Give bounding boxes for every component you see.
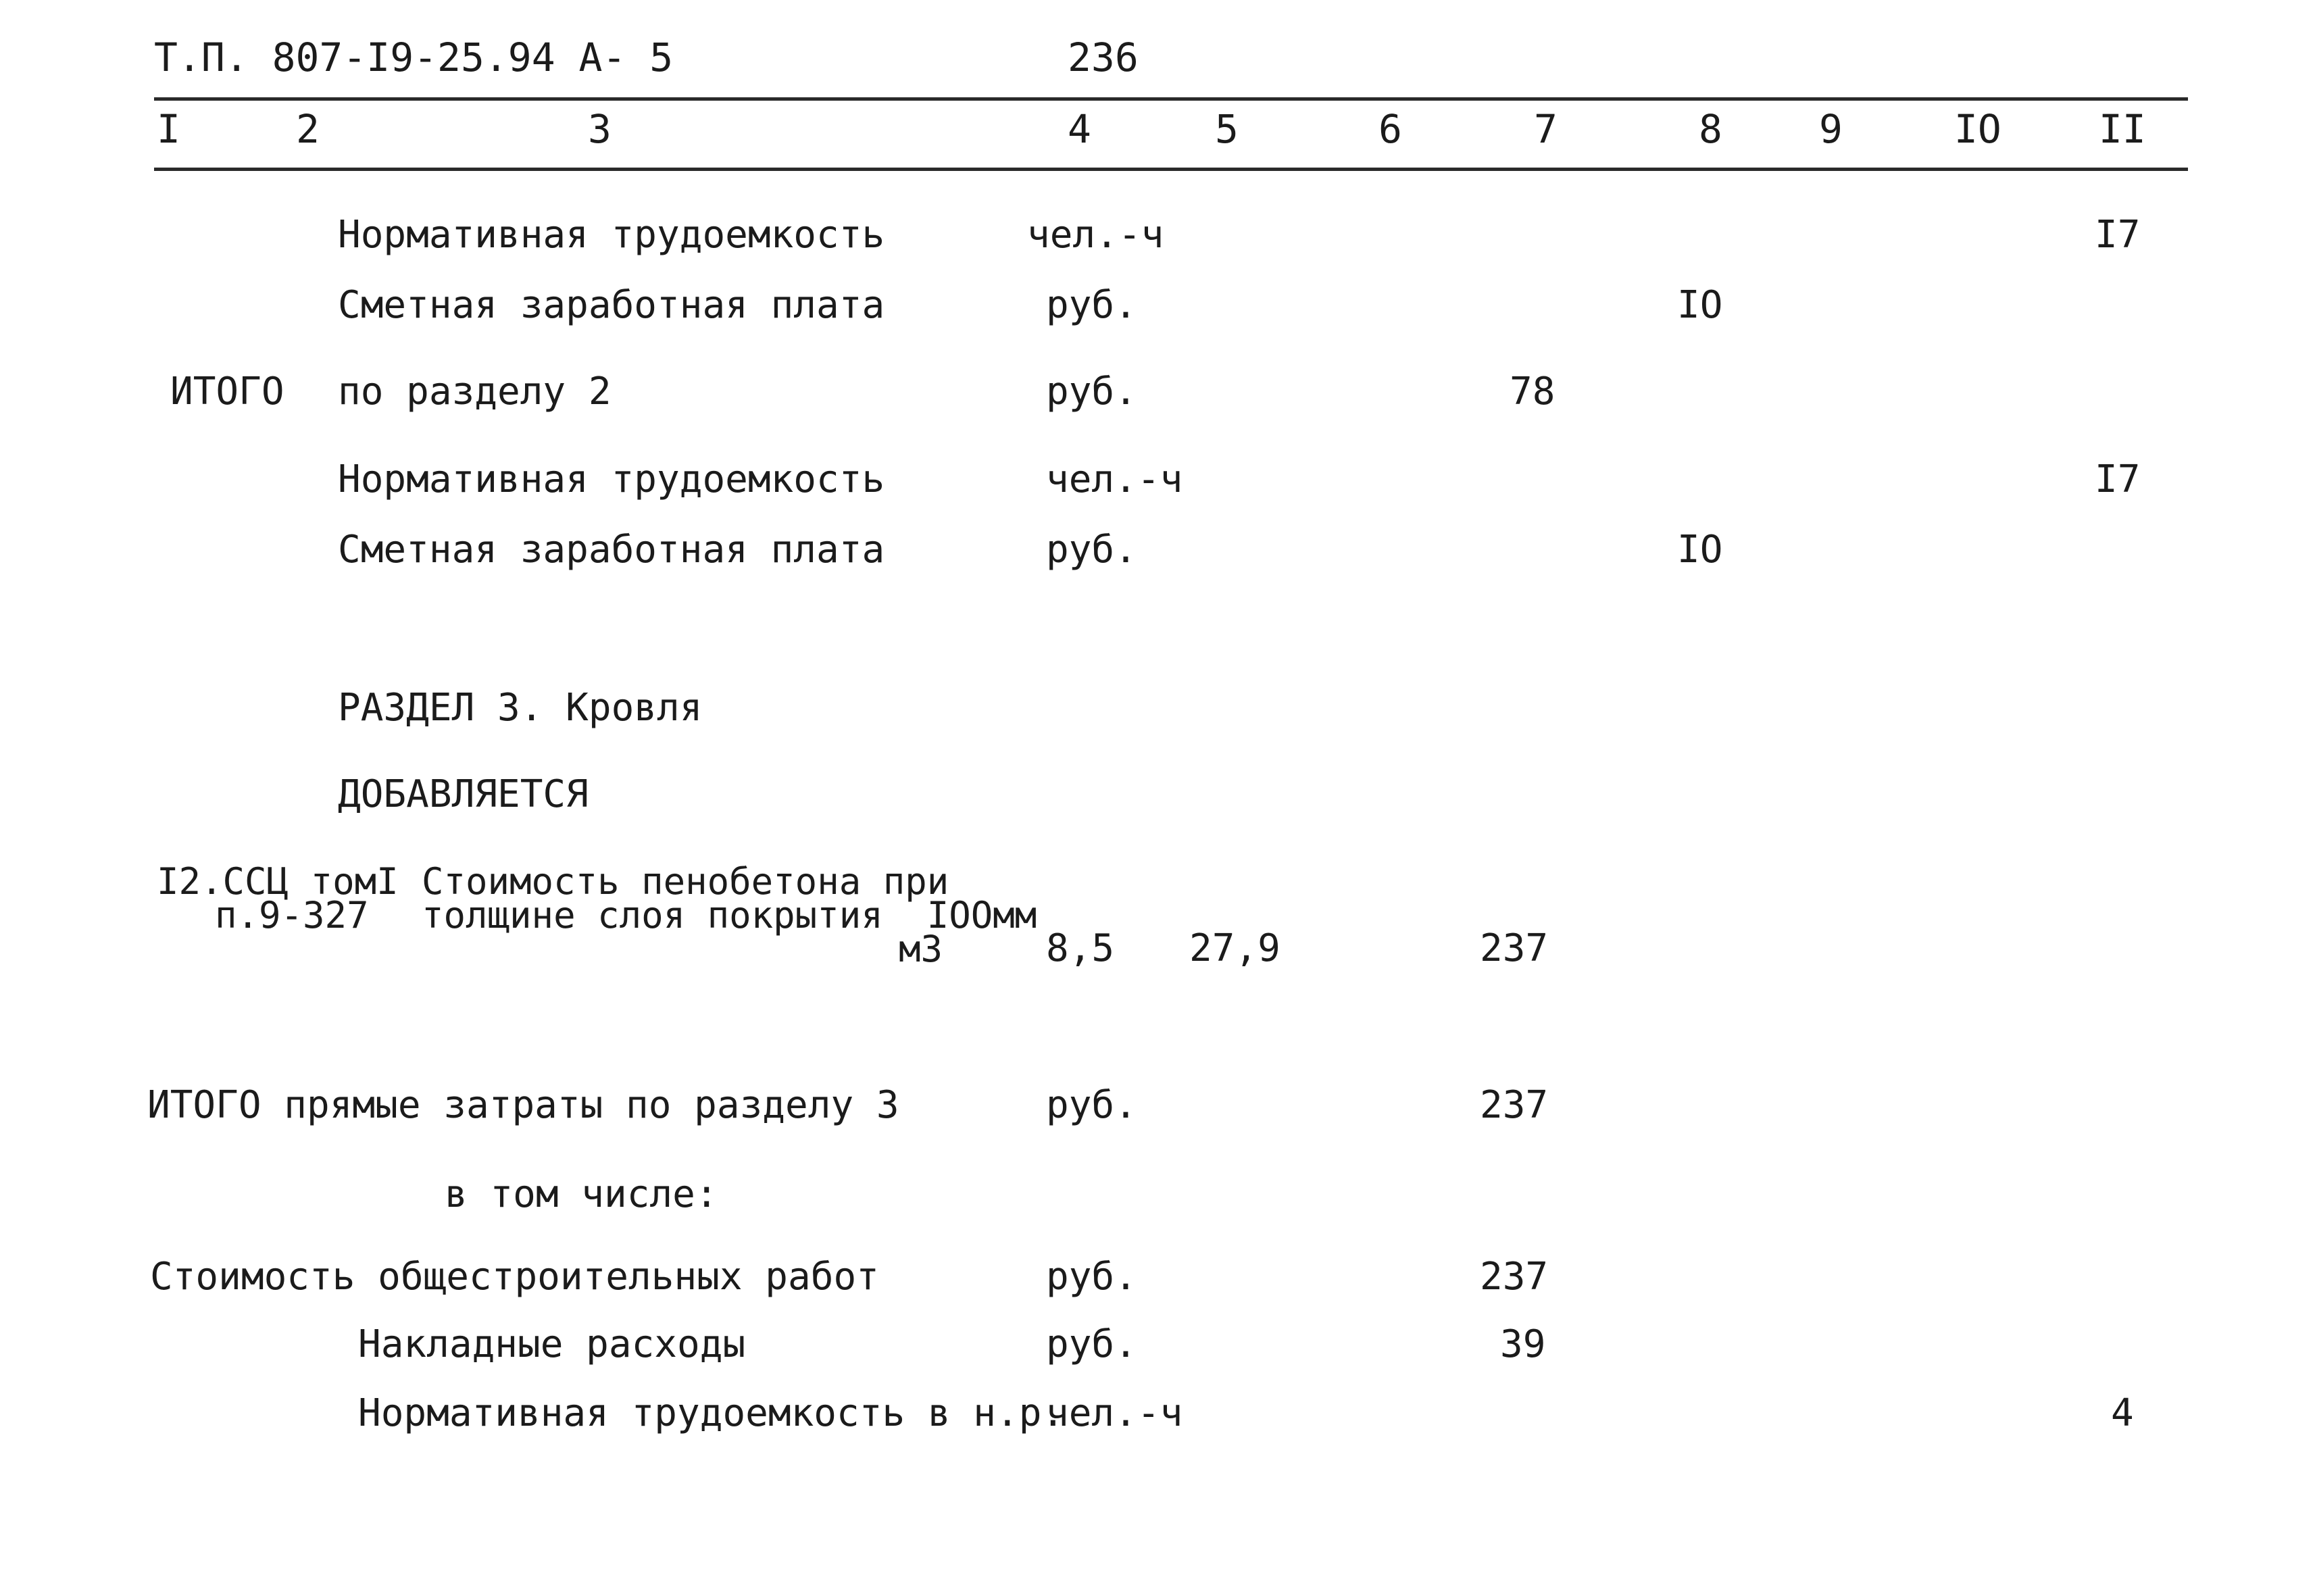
item12-desc-line2: толщине слоя покрытия IOOмм [422, 894, 1037, 937]
labor-overhead-unit: чел.-ч [1046, 1391, 1183, 1435]
section-title: РАЗДЕЛ 3. Кровля [338, 686, 703, 730]
col-header-4: 4 [1068, 106, 1091, 152]
header-bottom-rule [154, 168, 2188, 171]
item12-col5: 27,9 [1189, 926, 1280, 970]
col-header-2: 2 [296, 106, 320, 152]
total-section3-label: ИТОГО прямые затраты по разделу 3 [147, 1083, 899, 1127]
header-top-rule [154, 97, 2188, 101]
general-works-col7: 237 [1480, 1255, 1549, 1299]
overhead-unit: руб. [1046, 1322, 1137, 1366]
item12-code-line2: п.9-327 [215, 894, 369, 937]
row-labor-unit: чел.-ч [1027, 213, 1164, 257]
item12-code-line1: I2.ССЦ томI [157, 860, 399, 903]
labor-overhead-label: Нормативная трудоемкость в н.р. [358, 1391, 1065, 1435]
item12-desc-line1: Стоимость пенобетона при [422, 860, 949, 903]
row-labor2-unit: чел.-ч [1046, 457, 1183, 501]
col-header-8: 8 [1699, 106, 1722, 152]
overhead-label: Накладные расходы [358, 1322, 746, 1366]
including-label: в том числе: [445, 1172, 718, 1216]
page-number: 236 [1068, 34, 1139, 80]
col-header-3: 3 [588, 106, 612, 152]
general-works-unit: руб. [1046, 1255, 1137, 1299]
total-section3-col7: 237 [1480, 1083, 1549, 1127]
item12-col4: 8,5 [1046, 926, 1115, 970]
row-wage2-col8: IO [1677, 528, 1723, 572]
item12-col7: 237 [1480, 926, 1549, 970]
document-reference: Т.П. 807-I9-25.94 А- 5 [154, 34, 674, 80]
col-header-10: IO [1954, 106, 2001, 152]
row-wage-unit: руб. [1046, 283, 1137, 327]
col-header-1: I [157, 106, 180, 152]
overhead-col7: 39 [1500, 1322, 1546, 1366]
col-header-11: II [2099, 106, 2146, 152]
row-labor2-col11: I7 [2095, 457, 2141, 501]
row-wage2-label: Сметная заработная плата [338, 528, 885, 572]
general-works-label: Стоимость общестроительных работ [150, 1255, 879, 1299]
row-labor-col11: I7 [2095, 213, 2141, 257]
total-section2-unit: руб. [1046, 370, 1137, 414]
col-header-6: 6 [1378, 106, 1402, 152]
col-header-5: 5 [1215, 106, 1239, 152]
col-header-7: 7 [1534, 106, 1558, 152]
total-section2-itogo: ИТОГО [170, 370, 284, 414]
total-section3-unit: руб. [1046, 1083, 1137, 1127]
section-added-label: ДОБАВЛЯЕТСЯ [338, 772, 589, 816]
row-labor2-label: Нормативная трудоемкость [338, 457, 885, 501]
col-header-9: 9 [1819, 106, 1843, 152]
row-labor-label: Нормативная трудоемкость [338, 213, 885, 257]
labor-overhead-col11: 4 [2111, 1391, 2134, 1435]
total-section2-col7: 78 [1510, 370, 1555, 414]
row-wage-col8: IO [1677, 283, 1723, 327]
item12-unit: м3 [899, 928, 943, 970]
total-section2-label: по разделу 2 [338, 370, 612, 414]
row-wage2-unit: руб. [1046, 528, 1137, 572]
row-wage-label: Сметная заработная плата [338, 283, 885, 327]
